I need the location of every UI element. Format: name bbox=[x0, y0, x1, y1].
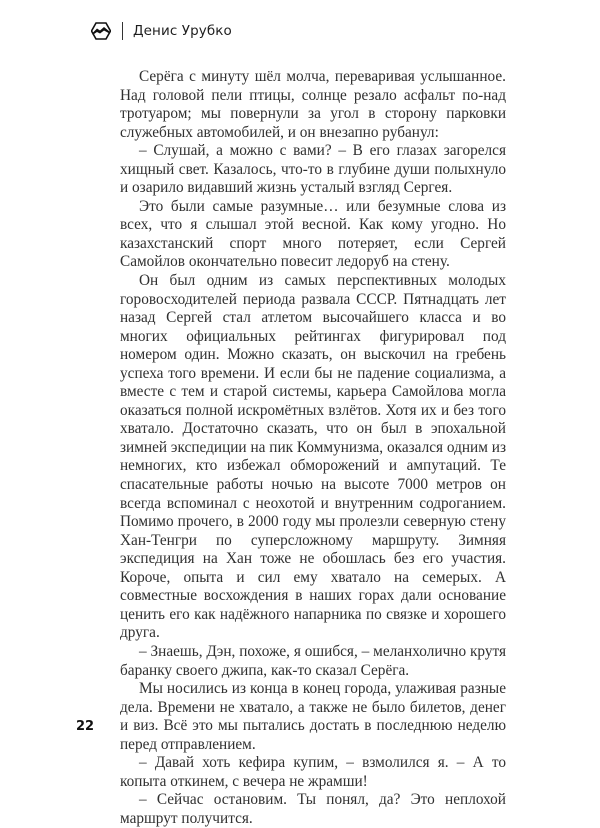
paragraph: – Знаешь, Дэн, похоже, я ошибся, – меланхолично крутя баранку своего джипа, как-то сказал Серёга. bbox=[120, 642, 506, 679]
page-number: 22 bbox=[76, 719, 95, 734]
running-header bbox=[91, 20, 232, 42]
paragraph: – Давай хоть кефира купим, – взмолился я. – А то копыта откинем, с вечера не жрамши! bbox=[120, 754, 506, 790]
paragraph: Серёга с минуту шёл молча, переваривая услышанное. Над головой пели птицы, солнце резало асфальт по-над тротуаром; мы повернули за угол в сторону парковки служебных автомобилей, и он внезапно рубанул: bbox=[120, 68, 506, 141]
paragraph: Мы носились из конца в конец города, улаживая разные дела. Времени не хватало, а также не было билетов, денег и виз. Всё это мы пытались достать в последнюю неделю перед отправлением. bbox=[120, 680, 506, 753]
paragraph: Это были самые разумные… или безумные слова из всех, что я слышал этой весной. Как кому угодно. Но казахстанский спорт много потеряет, если Сергей Самойлов окончательно повесит ледоруб на стену. bbox=[120, 197, 506, 271]
body-text bbox=[120, 68, 506, 828]
paragraph: Он был одним из самых перспективных молодых горовосходителей периода развала СССР. Пятнадцать лет назад Сергей стал атлетом высочайшего класса и во многих официальных рейтингах фигурировал под номером один. Можно сказать, он выскочил на гребень успеха того времени. И если бы не падение социализма, а вместе с тем и старой системы, карьера Самойлова могла оказаться полной искромётных взлётов. Хотя их и без того хватало. Достаточно сказать, что он был в эпохальной зимней экспедиции на пик Коммунизма, оказался одним из немногих, кто избежал обморожений и ампутаций. Те спасательные работы ночью на высоте 7000 метров он всегда вспоминал с неохотой и внутренним содроганием. Помимо прочего, в 2000 году мы пролезли северную стену Хан-Тенгри по суперсложному маршруту. Зимняя экспедиция на Хан тоже не обошлась без его участия. Короче, опыта и сил ему хватало на семерых. А совместные восхождения в наших горах дали основание ценить его как надёжного напарника по связке и хорошего друга. bbox=[120, 272, 506, 642]
header-divider bbox=[122, 22, 123, 40]
paragraph: – Сейчас остановим. Ты понял, да? Это неплохой маршрут получится. bbox=[120, 791, 506, 827]
mountain-hexagon-icon bbox=[91, 22, 111, 40]
author-name: Денис Урубко bbox=[133, 23, 232, 39]
paragraph: – Слушай, а можно с вами? – В его глазах загорелся хищный свет. Казалось, что-то в глубине души полыхнуло и озарило видавший жизнь усталый взгляд Сергея. bbox=[120, 142, 506, 197]
